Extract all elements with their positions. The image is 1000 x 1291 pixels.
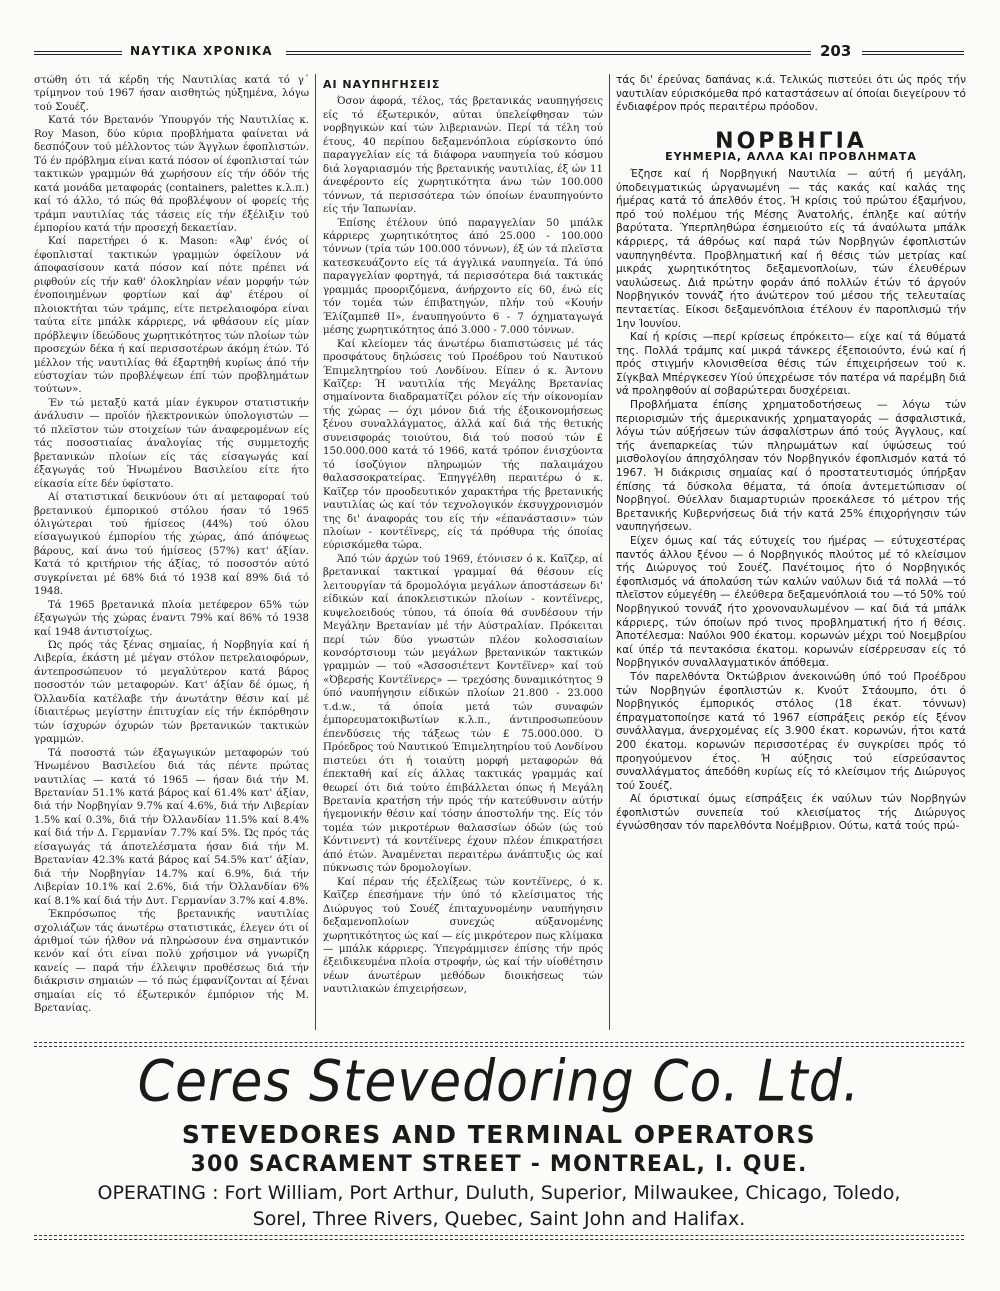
paragraph: Άπό τών άρχών τού 1969, έτόνισεν ό κ. Καϊζερ, αί βρετανικαί τακτικαί γραμμαί θά θέσουν είς λειτουργίαν τά δρομολόγια μεγάλων άποστάσεων δι' είδικών καί άποκλειστικών πλοίων - κοντέϊνερς, κυψελοειδούς τύπου, τά όποία θά συνδέσουν τήν Μεγάλην Βρετανίαν μέ τήν Αύστραλίαν. Πρόκειται περί τών δύο γνωστών πλέον κολοσσιαίων κονσόρτσιουμ τών μεγάλων βρετανικών τακτικών γραμμών — τού «Άσσοσιέτεντ Κοντέϊνερ» καί τού «Όβερσής Κοντέϊνερς» — τρεχόσης δυναμικότητος 9 ύπό ναυπήγησιν είδικών πλοίων 21.800 - 23.000 τ.d.w., τά όποία μετά τών συναφών έμπορευματοκιβωτίων κ.λ.π., άντιπροσωπεύουν έπενδύσεις τής τάξεως τών £ 75.000.000. Ό Πρόεδρος τού Ναυτικού Έπιμελητηρίου τού Λονδίνου πιστεύει ότι ή τοιαύτη μορφή μεταφορών θά έπεκταθή καί είς άλλας τακτικάς γραμμάς καί θεωρεί ότι διά τούτο έπιβάλλεται όπως ή Μεγάλη Βρετανία κρατήση τήν πρός τήν κατεύθυνσιν αύτήν ήγεμονικήν θέσιν καί τόσην άποστολήν της. Είς τόν τομέα τών μικροτέρων θαλασσίων όδών (ώς τού Κόντινεντ) τά κοντέϊνερς έχουν πλέον έπικρατήσει άπό έτών. Άναμένεται περαιτέρω άνάπτυξις ώς καί πύκνωσις τών δρομολογίων. — [323, 553, 603, 875]
section-heading: ΑΙ ΝΑΥΠΗΓΗΣΕΙΣ — [323, 78, 441, 91]
paragraph: Τά 1965 βρετανικά πλοία μετέφερον 65% τών έξαγωγών τής χώρας έναντι 79% καί 86% τό 1938 καί 1948 άντιστοίχως. — [34, 599, 309, 638]
paragraph: Καί ή κρίσις —περί κρίσεως έπρόκειτο— είχε καί τά θύματά της. Πολλά τράμπς καί μικρά τάνκερς έξεποιούντο, ένώ καί ή πρός στιγμήν κλονισθείσα θέσις τών έπιχειρήσεων τού κ. Σίγκβαλ Μπέργκεσεν Υίού ύπεχρέωσε τόν πατέρα νά παρέμβη διά νά προληφθούν αί σοβαρώτεραι δυσχέρειαι. — [616, 331, 966, 398]
ad-company-name: Ceres Stevedoring Co. Ltd. — [137, 1049, 861, 1115]
journal-title: ΝΑΥΤΙΚΑ ΧΡΟΝΙΚΑ — [130, 44, 273, 58]
header-rule-middle — [286, 51, 811, 55]
continued-paragraph: τάς δι' έρεύνας δαπάνας κ.ά. Τελικώς πιστεύει ότι ώς πρός τήν ναυτιλίαν εύρισκόμεθα πρό καταστάσεων αί όποίαι διεγείρουν τό ένδιαφέρον πρός περαιτέρω πρόοδον. — [616, 74, 966, 114]
paragraph: Τά ποσοστά τών έξαγωγικών μεταφορών τού Ήνωμένου Βασιλείου διά τάς πέντε πρώτας ναυτιλίας — κατά τό 1965 — ήσαν διά τήν Μ. Βρετανίαν 51.1% κατά βάρος καί 61.4% κατ' άξίαν, διά τήν Νορβηγίαν 9.7% καί 4.6%, διά τήν Λιβερίαν 1.5% καί 0.3%, διά τήν Όλλανδίαν 11.5% καί 8.4% καί διά τήν Δ. Γερμανίαν 7.7% καί 5%. Ώς πρός τάς είσαγωγάς τά άποτελέσματα ήσαν διά τήν Μ. Βρετανίαν 42.3% κατά βάρος καί 54.5% κατ' άξίαν, διά τήν Νορβηγίαν 14.7% καί 6.9%, διά τήν Λιβερίαν 10.1% καί 2.6%, διά τήν Όλλανδίαν 6% καί 8.1% καί διά τήν Δυτ. Γερμανίαν 3.7% καί 4.8%. — [34, 747, 309, 907]
paragraph: Αί όριστικαί όμως είσπράξεις έκ ναύλων τών Νορβηγών έφοπλιστών συνεπεία τού κλεισίματος τής Διώρυγος έγνώσθησαν τόν παρελθόντα Νοέμβριον. Ούτω, κατά τούς πρώ- — [616, 793, 966, 833]
paragraph: Έν τώ μεταξύ κατά μίαν έγκυρον στατιστικήν άνάλυσιν — προϊόν ήλεκτρονικών ύπολογιστών — τό πλεϊστον τών στοιχείων τών άναφερομένων είς τάς ποσοστιαίας άναλογίας τής συμμετοχής βρετανικών πλοίων είς τάς είσαγωγάς καί έξαγωγάς τού Ήνωμένου Βασιλείου είτε ήτο είκασία είτε δέν ύφίστατο. — [34, 397, 309, 490]
paragraph: Αί στατιστικαί δεικνύουν ότι αί μεταφοραί τού βρετανικού έμπορικού στόλου ήσαν τό 1965 όλιγώτεραι τού ήμίσεος (44%) τού όλου είσαγωγικού έμπορίου τής χώρας, άπό άπόψεως βάρους, καί άνω τού ήμίσεος (57%) κατ' άξίαν. Κατά τό κριτήριον τής άξίας, τό ποσοστόν αύτό συγκρίνεται μέ 68% διά τό 1938 καί 89% διά τό 1948. — [34, 492, 309, 598]
ad-border — [34, 1239, 964, 1240]
column-2 — [323, 78, 603, 997]
column-divider — [609, 74, 610, 1030]
paragraph: Καί κλείομεν τάς άνωτέρω διαπιστώσεις μέ τάς προσφάτους δηλώσεις τού Προέδρου τού Ναυτικού Έπιμελητηρίου τού Λονδίνου. Είπεν ό κ. Άντονυ Καϊζερ: Ή ναυτιλία τής Μεγάλης Βρετανίας σημαίνοντα διαδραματίζει ρόλον είς τήν οίκονομίαν τής χώρας — όχι μόνον διά τής έξοικονομήσεως ξένου συναλλάγματος, άλλά καί διά τής θετικής συνεισφοράς τοιούτου, διά τού ποσού τών £ 150.000.000 κατά τό 1966, κατά τρόπον ένισχύοντα τό ίσοζύγιον πληρωμών τής παλαιμάχου θαλασσοκρατείρας. Έπηγγέλθη περαιτέρω ό κ. Καϊζερ τόν προοδευτικόν χαρακτήρα τής βρετανικής ναυτιλίας ώς καί τόν τεχνολογικόν έκσυγχρονισμόν της δι' άναφοράς του είς τήν «έπανάστασιν» τών πλοίων - κοντέϊνερς, είς τά πρόθυρα τής όποίας εύρισκόμεθα τώρα. — [323, 338, 603, 552]
ad-tagline: STEVEDORES AND TERMINAL OPERATORS — [181, 1120, 817, 1149]
ad-border — [34, 1042, 964, 1043]
column-divider — [315, 74, 316, 1030]
paragraph: Προβλήματα έπίσης χρηματοδοτήσεως — λόγω τών περιορισμών τής άμερικανικής χρηματαγοράς — άσφαλιστικά, λόγω τών αύξήσεων τών άσφαλίστρων άπό τούς Άγγλους, καί τής άνεπαρκείας τών πληρωμάτων καί ύψώσεως τού μισθολογίου άπησχόλησαν τόν Νορβηγικόν έφοπλισμόν κατά τό 1967. Ή διάκρισις σημαίας καί ό προστατευτισμός ύπήρξαν έπίσης τά δύσκολα θέματα, τά όποία άντεμετώπισαν οί Νορβηγοί. Θύελλαν διαμαρτυριών προεκάλεσε τό μέτρον τής Βρετανικής Κυβερνήσεως διά τήν κατά 25% έπιχορήγησιν τών ναυπηγήσεων. — [616, 399, 966, 534]
paragraph: Καί παρετήρει ό κ. Mason: «Άφ' ένός οί έφοπλισταί τακτικών γραμμών όφείλουν νά άποφασίσουν κατά πόσον καί πότε πρέπει νά ριφθούν είς τήν καθ' όλοκληρίαν νέαν μορφήν τών ένοποιημένων φορτίων καί άφ' έτέρου οί πλοιοκτήται τών τράμπς, είτε πετρελαιοφόρα είναι ταύτα είτε μπάλκ κάρριερς, νά φθάσουν είς μίαν πρόβλεψιν ίδεώδους χωρητικότητος τών πλοίων τών προσεχών δέκα ή καί περισσοτέρων άκόμη έτών. Τό μέλλον τής ναυτιλίας θά έξαρτηθή κυρίως άπό τήν εύστοχίαν τών προβλέψεων έπί τών προβλημάτων τούτων». — [34, 236, 309, 396]
page-number: 203 — [820, 42, 852, 60]
ad-operating-ports-cont: Sorel, Three Rivers, Quebec, Saint John and Halifax. — [252, 1208, 746, 1230]
column-1 — [34, 74, 309, 1016]
paragraph: Όσον άφορά, τέλος, τάς βρετανικάς ναυπηγήσεις είς τό έξωτερικόν, αύται ύπελείφθησαν τών νορβηγικών καί τών λιβεριανών. Περί τά τέλη τού έτους, 40 περίπου δεξαμενόπλοια εύρίσκοντο ύπό παραγγελίαν είς τά διάφορα ναυπηγεία τού κόσμου διά λογαριασμόν τής βρετανικής ναυτιλίας, έξ ών 11 άνεφέροντο είς χωρητικότητα άνω τών 100.000 τόννων, τά περισσότερα τών όποίων έναυπηγούντο είς τήν Ίαπωνίαν. — [323, 96, 603, 216]
paragraph: στώθη ότι τά κέρδη τής Ναυτιλίας κατά τό γ΄ τρίμηνον τού 1967 ήσαν αισθητώς ηύξημένα, λόγω τού Σουέζ. — [34, 75, 309, 113]
paragraph: Έζησε καί ή Νορβηγική Ναυτιλία — αύτή ή μεγάλη, ύποδειγματικώς ώργανωμένη — τάς κακάς καί καλάς της ήμέρας κατά τό άπελθόν έτος. Ή κρίσις τού πρώτου έξαμήνου, πρό τού πολέμου τής Μέσης Άνατολής, έπληξε καί αύτήν βαρύτατα. Ύπερπληθώρα έσημειούτο είς τά άναύλωτα μπάλκ κάρριερς, τά άθρόως καί παρά τών Νορβηγών έφοπλιστών ναυπηγηθέντα. Προβληματική καί ή θέσις τών μετρίας καί μικράς χωρητικότητος δεξαμενοπλοίων, τών έλευθέρων ναυλώσεως. Διά πρώτην φοράν άπό πολλών έτών τό άργούν Νορβηγικόν τοννάζ ήτο άνώτερον τού μέσου τής τελευταίας πενταετίας. Είκοσι δεξαμενόπλοια έτέλουν έν παροπλισμώ τήν 1ην Ίουνίου. — [616, 167, 966, 330]
ad-border — [34, 1046, 964, 1047]
header-rule-right — [862, 51, 964, 55]
column-3 — [616, 74, 966, 834]
running-header — [34, 44, 964, 62]
paragraph: Έπίσης έτέλουν ύπό παραγγελίαν 50 μπάλκ κάρριερς χωρητικότητος άπό 25.000 - 100.000 τόννων (τρία τών 100.000 τόννων), έξ ών τά πλεϊστα κατεσκευάζοντο είς τά άγγλικά ναυπηγεία. Τά ύπό παραγγελίαν φορτηγά, τά περισσότερα διά τακτικάς γραμμάς προοριζόμενα, άνήρχοντο είς 60, ένώ είς τόν τομέα τών έπιβατηγών, πλήν τού «Κουήν Έλίζαμπεθ ΙΙ», έναυπηγούντο 6 - 7 όχηματαγωγά μέσης χωρητικότητος άπό 3.000 - 7.000 τόννων. — [323, 217, 603, 337]
paragraph: Κατά τόν Βρετανόν Ύπουργόν τής Ναυτιλίας κ. Roy Mason, δύο κύρια προβλήματα φαίνεται νά δεσπόζουν τού μέλλοντος τών Άγγλων έφοπλιστών. Τό έν πρόβλημα είναι κατά πόσον οί έφοπλισταί τών τακτικών γραμμών θά χωρήσουν είς τήν όδόν τής κατά μονάδα μεταφοράς (containers, palettes κ.λ.π.) καί τό άλλο, τό πώς θά προβλέψουν οί φορείς τής τράμπ ναυτιλίας τάς τάσεις είς τήν έξέλιξιν τού έμπορίου κατά τήν προσεχή δεκαετίαν. — [34, 115, 309, 234]
article-subtitle: ΕΥΗΜΕΡΙΑ, ΑΛΛΑ ΚΑΙ ΠΡΟΒΛΗΜΑΤΑ — [665, 150, 917, 164]
ad-address: 300 SACRAMENT STREET - MONTREAL, I. QUE. — [190, 1152, 808, 1177]
paragraph: Ώς πρός τάς ξένας σημαίας, ή Νορβηγία καί ή Λιβερία, έκάστη μέ μέγαν στόλον πετρελαιοφόρων, άντεπροσώπευον τό μεγαλύτερον κατά βάρος ποσοστόν τών μεταφορών. Κατ' άξίαν δέ όμως, ή Όλλανδία κατέλαβε τήν άνωτάτην θέσιν καί μέ ίδιαιτέρως μεγίστην έπιτυχίαν είς τήν έκπόρθησιν τών ίσχυρών όχυρών τών βρετανικών τακτικών γραμμών. — [34, 640, 309, 746]
paragraph: Καί πέραν τής έξελίξεως τών κοντέϊνερς, ό κ. Καϊζερ έπεσήμανε τήν ύπό τό κλείσιματος τής Διώρυγος τού Σουέζ έπιταχυνομένην ναυπήγησιν δεξαμενοπλοίων συνεχώς αύξανομένης χωρητικότητος ώς καί — είς μικρότερον πως κλίμακα — μπάλκ κάρριερς. Ύπεγράμμισεν έπίσης τήν πρός έξειδικευμένα πλοία στροφήν, ώς καί τήν υίοθέτησιν νέων άνωτέρων μεθόδων διοικήσεως τών ναυτιλιακών έπιχειρήσεων, — [323, 876, 603, 996]
ad-operating-ports: OPERATING : Fort William, Port Arthur, Duluth, Superior, Milwaukee, Chicago, Toledo, — [97, 1182, 901, 1204]
ad-border — [34, 1235, 964, 1236]
article-title: ΝΟΡΒΗΓΙΑ — [715, 128, 867, 154]
advertisement-box — [34, 1042, 964, 1240]
paragraph: Έκπρόσωπος τής βρετανικής ναυτιλίας σχολιάζων τάς άνωτέρω στατιστικάς, έλεγεν ότι οί άριθμοί τών ήλθον νά πληρώσουν ένα σημαντικόν κενόν καί ότι είναι πολύ χρήσιμον νά γνωρίζη κανείς — παρά τήν έλλειψιν προθέσεως διά τήν διάκρισιν σημαιών — τό πώς έμφανίζονται αί ξέναι σημαίαι είς τό έξωτερικόν έμπόριον τής Μ. Βρετανίας. — [34, 909, 309, 1015]
header-rule-left — [34, 51, 122, 55]
paragraph: Τόν παρελθόντα Όκτώβριον άνεκοινώθη ύπό τού Προέδρου τών Νορβηγών έφοπλιστών κ. Κνούτ Στάουμπο, ότι ό Νορβηγικός έμπορικός στόλος (18 έκατ. τόννων) έπραγματοποίησε κατά τό 1967 είσπράξεις ρεκόρ είς ξένον συνάλλαγμα, άνερχομένας είς 3.900 έκατ. κορωνών, ήτοι κατά 200 έκατομ. κορωνών περισσοτέρας έν συγκρίσει πρός τό προηγούμενον έτος. Ή αύξησις τού είσρεύσαντος συναλλάγματος άπεδόθη κυρίως είς τό κλείσιμον τής Διώρυγος τού Σουέζ. — [616, 670, 966, 792]
paragraph: Είχεν όμως καί τάς εύτυχείς του ήμέρας — εύτυχεστέρας παντός άλλου ξένου — ό Νορβηγικός πλούτος μέ τό κλείσιμον τής Διώρυγος τού Σουέζ. Πανέτοιμος ήτο ό Νορβηγικός έφοπλισμός νά άπολαύση τών καλών ναύλων διά τά πολλά —τό πλεϊστον εύμεγέθη — έλεύθερα δεξαμενόπλοιά του —τό 50% τού Νορβηγικού τοννάζ ήτο χρονοναυλωμένον — καί διά τά μπάλκ κάρριερς, τών όποίων πρό τινος προβληματική ήτο ή θέσις. Άποτέλεσμα: Ναύλοι 900 έκατομ. κορωνών μέχρι τού Νοεμβρίου καί ύπέρ τά πεντακόσια έκατομ. κορωνών είσέρρευσαν είς τό Νορβηγικόν συναλλαγματικόν άπόθεμα. — [616, 535, 966, 670]
